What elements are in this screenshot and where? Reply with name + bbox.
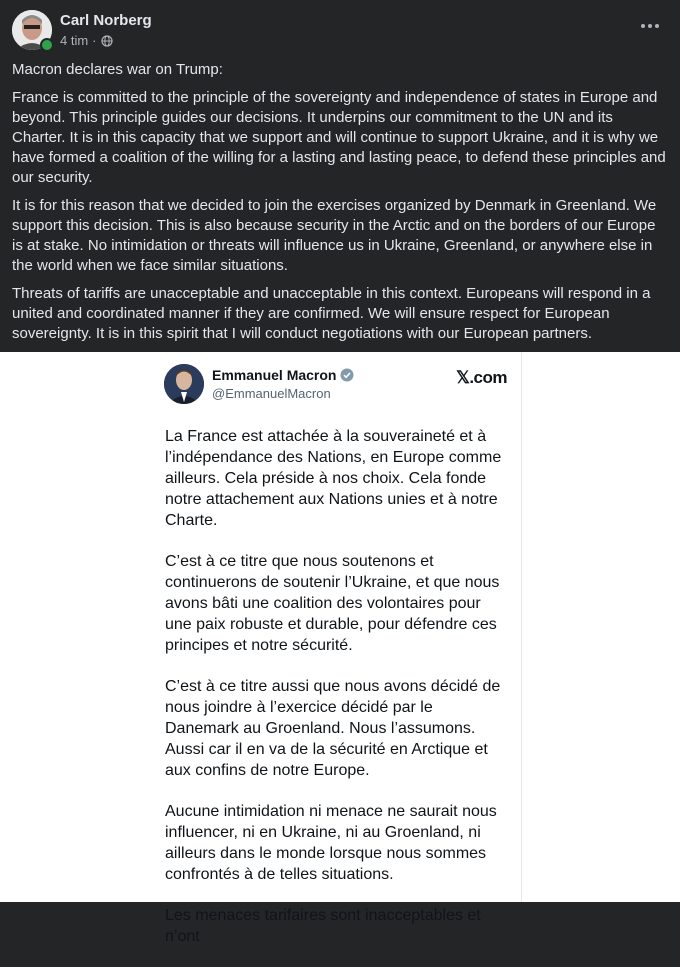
post-paragraph: Macron declares war on Trump: [12,61,223,78]
globe-icon[interactable] [101,35,113,47]
more-options-icon[interactable] [638,16,662,36]
online-status-indicator [40,38,54,52]
tweet-paragraph: C’est à ce titre que nous soutenons et continuerons de soutenir l’Ukraine, et que nous avons bâti une coalition des volontaires pour une paix robuste et durable, pour défendre ces principes et notre sécurité. [165,553,500,654]
post-paragraph: It is for this reason that we decided to join the exercises organized by Denmark in Greenland. We support this decision. This is also because security in the Arctic and on the borders of our Europe is at stake. No intimidation or threats will influence us in Ukraine, Greenland, or anywhere else in the world when we face similar situations. [12,197,657,274]
tweet-handle: @EmmanuelMacron [212,386,331,401]
attached-image[interactable] [0,352,680,945]
verified-badge-icon [340,368,354,382]
tweet-paragraph: C’est à ce titre aussi que nous avons décidé de nous joindre à l’exercice décidé par le Danemark au Groenland. Nous l’assumons. Aussi car il en va de la sécurité en Arctique et aux confins de notre Europe. [165,678,501,779]
x-logo: 𝕏.com [456,368,507,387]
post-paragraph: France is committed to the principle of the sovereignty and independence of states in Europe and beyond. This principle guides our decisions. It underpins our commitment to the UN and its Charter. It is in this capacity that we support and will continue to support Ukraine, and it is why we have formed a coalition of the willing for a lasting and lasting peace, to defend these principles and our security. [12,89,666,186]
tweet-paragraph: Les menaces tarifaires sont inacceptables et n’ont [165,907,481,945]
tweet-avatar-photo [164,364,204,404]
post-paragraph: Threats of tariffs are unacceptable and unacceptable in this context. Europeans will respond in a united and coordinated manner if they are confirmed. We will ensure respect for European sovereignty. It is in this spirit that I will conduct negotiations with our European partners. [12,285,651,342]
tweet-paragraph: Aucune intimidation ni menace ne saurait nous influencer, ni en Ukraine, ni au Groenland, ni ailleurs dans le monde lorsque nous sommes confrontés à de telles situations. [165,803,497,883]
tweet-avatar [164,364,204,404]
post-meta [60,33,113,48]
tweet-card [146,352,522,945]
tweet-paragraph: La France est attachée à la souveraineté et à l’indépendance des Nations, en Europe comme ailleurs. Cela préside à nos choix. Cela fonde notre attachement aux Nations unies et à notre Charte. [165,428,502,529]
post-timestamp[interactable]: 4 tim [60,33,89,48]
meta-separator: · [92,33,97,48]
author-name[interactable]: Carl Norberg [60,12,152,29]
tweet-author-name [212,367,354,383]
tweet-author-name-text: Emmanuel Macron [212,367,337,383]
post-header [12,10,668,50]
post-text [12,60,670,352]
tweet-body [165,426,510,967]
